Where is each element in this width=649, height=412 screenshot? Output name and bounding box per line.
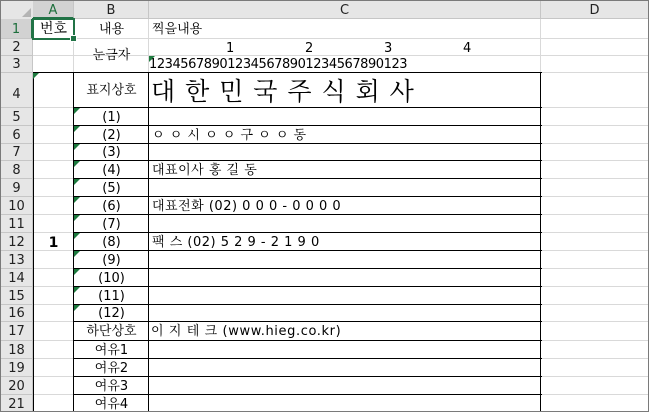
item-label-cell[interactable]: (9) (102, 253, 121, 268)
item-value-cell[interactable]: ㅇ ㅇ 시 ㅇ ㅇ 구 ㅇ ㅇ 동 (152, 128, 307, 143)
title-value-cell[interactable]: 대 한 민 국 주 식 회 사 (151, 77, 415, 106)
row-header-5[interactable]: 5 (1, 108, 33, 126)
item-value-cell[interactable]: 대표이사 홍 길 동 (152, 163, 258, 178)
row-header-8[interactable]: 8 (1, 161, 33, 179)
row-header-12[interactable]: 12 (1, 233, 33, 251)
column-header-c[interactable]: C (149, 1, 541, 19)
comment-indicator (74, 215, 80, 221)
ruler-label-cell[interactable]: 눈금자 (92, 48, 131, 63)
comment-indicator (74, 251, 80, 257)
ruler-digits-cell[interactable]: 123456789012345678901234567890123 (149, 57, 408, 72)
row-header-2[interactable]: 2 (1, 39, 33, 56)
row-header-14[interactable]: 14 (1, 269, 33, 287)
comment-indicator (74, 197, 80, 203)
row-header-3[interactable]: 3 (1, 56, 33, 73)
row-header-6[interactable]: 6 (1, 126, 33, 144)
ruler-tens-marker: 4 (463, 41, 472, 56)
row-header-13[interactable]: 13 (1, 251, 33, 269)
comment-indicator (74, 179, 80, 185)
item-value-cell[interactable]: 팩 스 (02) 5 2 9 - 2 1 9 0 (152, 235, 320, 250)
bottom-label-cell[interactable]: 하단상호 (86, 324, 137, 339)
active-cell-selection[interactable] (32, 18, 75, 40)
item-label-cell[interactable]: (6) (102, 199, 121, 214)
title-label-cell[interactable]: 표지상호 (86, 83, 137, 98)
row-header-19[interactable]: 19 (1, 359, 33, 377)
row-header-20[interactable]: 20 (1, 377, 33, 395)
item-label-cell[interactable]: (4) (102, 163, 121, 178)
item-label-cell[interactable]: (12) (98, 306, 125, 321)
ruler-tens-marker: 3 (384, 41, 393, 56)
comment-indicator (74, 287, 80, 293)
row-header-15[interactable]: 15 (1, 287, 33, 305)
header-number-cell[interactable]: 번호 (39, 21, 68, 37)
header-content-cell[interactable]: 내용 (98, 22, 125, 37)
comment-indicator (74, 126, 80, 132)
row-header-18[interactable]: 18 (1, 341, 33, 359)
comment-indicator (149, 56, 155, 62)
comment-indicator (33, 73, 39, 79)
item-label-cell[interactable]: (5) (102, 181, 121, 196)
fill-handle[interactable] (70, 35, 77, 42)
spare-value-cell[interactable] (149, 359, 540, 376)
row-header-10[interactable]: 10 (1, 197, 33, 215)
item-label-cell[interactable]: (3) (102, 145, 121, 160)
spare-label-cell[interactable]: 여유2 (94, 361, 129, 376)
spare-label-cell[interactable]: 여유3 (94, 379, 129, 394)
comment-indicator (74, 108, 80, 114)
column-header-a[interactable]: A (33, 1, 74, 19)
spare-value-cell[interactable] (149, 377, 540, 394)
ruler-tens-marker: 2 (305, 41, 314, 56)
row-header-9[interactable]: 9 (1, 179, 33, 197)
spare-label-cell[interactable]: 여유1 (94, 343, 129, 358)
item-label-cell[interactable]: (1) (102, 110, 121, 125)
comment-indicator (74, 233, 80, 239)
comment-indicator (74, 161, 80, 167)
item-label-cell[interactable]: (11) (98, 289, 125, 304)
spare-value-cell[interactable] (149, 395, 540, 412)
row-header-16[interactable]: 16 (1, 305, 33, 322)
spare-value-cell[interactable] (149, 341, 540, 358)
comment-indicator (74, 269, 80, 275)
header-print-cell[interactable]: 찍을내용 (152, 22, 203, 37)
item-label-cell[interactable]: (8) (102, 235, 121, 250)
group-number-cell[interactable]: 1 (48, 235, 59, 251)
table-border (540, 72, 541, 412)
row-header-1[interactable]: 1 (1, 19, 33, 39)
item-value-cell[interactable]: 대표전화 (02) 0 0 0 - 0 0 0 0 (152, 199, 342, 214)
row-header-17[interactable]: 17 (1, 322, 33, 341)
column-header-b[interactable]: B (74, 1, 149, 19)
row-header-21[interactable]: 21 (1, 395, 33, 412)
row-header-7[interactable]: 7 (1, 144, 33, 161)
column-header-d[interactable]: D (541, 1, 649, 19)
comment-indicator (74, 144, 80, 150)
item-label-cell[interactable]: (10) (98, 271, 125, 286)
select-all-icon (22, 8, 31, 17)
spare-label-cell[interactable]: 여유4 (94, 397, 129, 412)
item-label-cell[interactable]: (2) (102, 128, 121, 143)
select-all-button[interactable] (1, 1, 34, 20)
row-header-11[interactable]: 11 (1, 215, 33, 233)
ruler-tens-marker: 1 (226, 41, 235, 56)
item-label-cell[interactable]: (7) (102, 217, 121, 232)
bottom-value-cell[interactable]: 이 지 테 크 (www.hieg.co.kr) (151, 324, 342, 339)
comment-indicator (74, 305, 80, 311)
row-header-4[interactable]: 4 (1, 73, 33, 108)
